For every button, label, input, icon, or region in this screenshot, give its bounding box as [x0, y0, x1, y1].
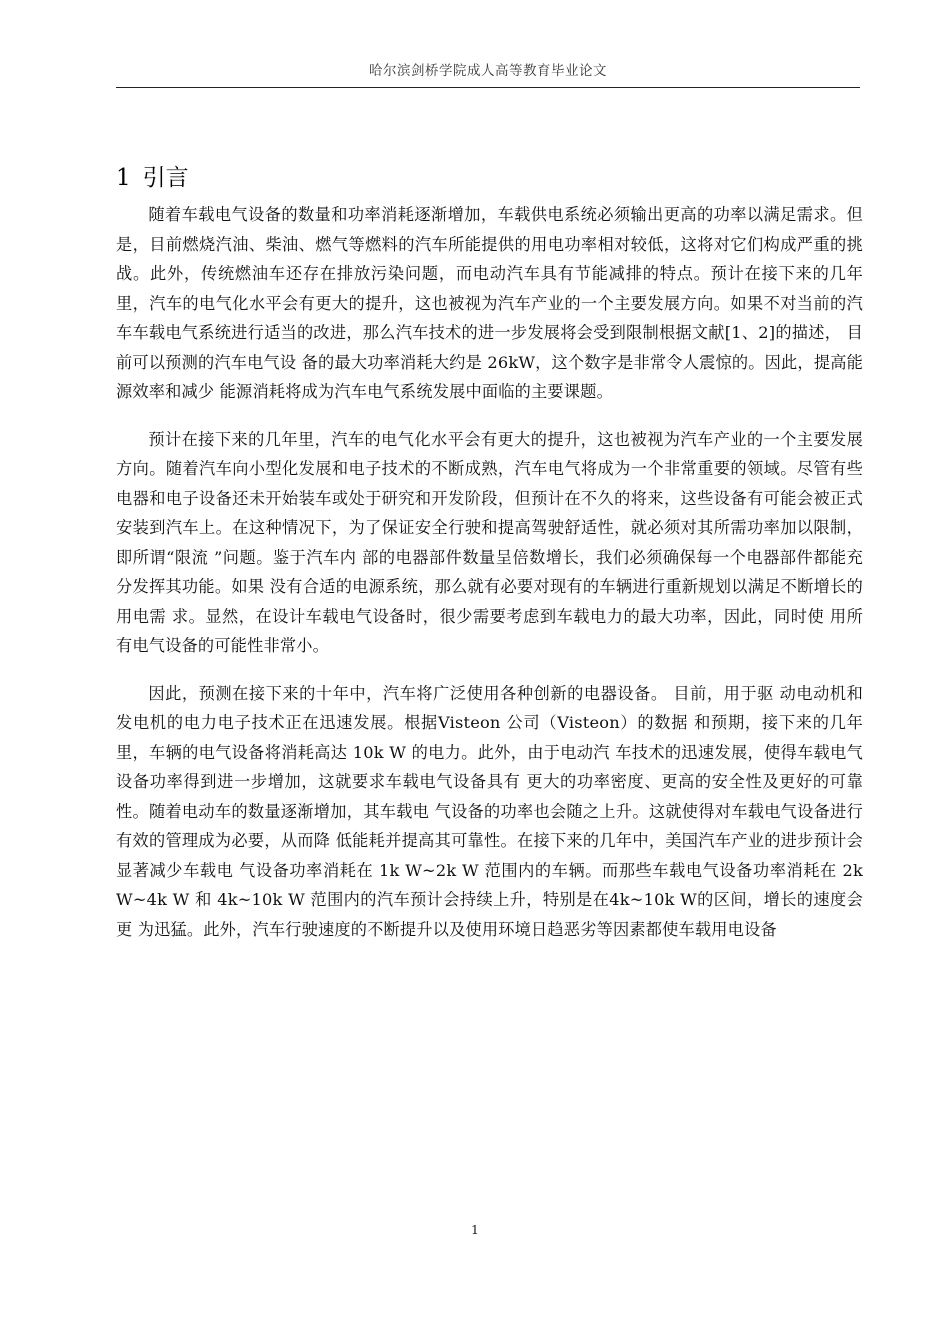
section-title-text: 引言: [142, 165, 189, 191]
section-number: 1: [116, 165, 131, 191]
section-heading: [116, 160, 863, 196]
running-header-title: 哈尔滨剑桥学院成人高等教育毕业论文: [369, 63, 607, 79]
paragraph-2: 预计在接下来的几年里，汽车的电气化水平会有更大的提升，这也被视为汽车产业的一个主要发展方向。随着汽车向小型化发展和电子技术的不断成熟，汽车电气将成为一个非常重要的领域。尽管有些电器和电子设备还未开始装车或处于研究和开发阶段，但预计在不久的将来，这些设备有可能会被正式安装到汽车上。在这种情况下，为了保证安全行驶和提高驾驶舒适性，就必须对其所需功率加以限制，即所谓“限流 ”问题。鉴于汽车内 部的电器部件数量呈倍数增长，我们必须确保每一个电器部件都能充分发挥其功能。如果 没有合适的电源系统，那么就有必要对现有的车辆进行重新规划以满足不断增长的用电需 求。显然，在设计车载电气设备时，很少需要考虑到车载电力的最大功率，因此，同时使 用所有电气设备的可能性非常小。: [116, 429, 863, 655]
paragraph-3: 因此，预测在接下来的十年中，汽车将广泛使用各种创新的电器设备。 目前，用于驱 动电动机和发电机的电力电子技术正在迅速发展。根据Visteon 公司（Visteon）的数据 和预期，接下来的几年里，车辆的电气设备将消耗高达 10k W 的电力。此外，由于电动汽 车技术的迅速发展，使得车载电气设备功率得到进一步增加，这就要求车载电气设备具有 更大的功率密度、更高的安全性及更好的可靠性。随着电动车的数量逐渐增加，其车载电 气设备的功率也会随之上升。这就使得对车载电气设备进行有效的管理成为必要，从而降 低能耗并提高其可靠性。在接下来的几年中，美国汽车产业的进步预计会显著减少车载电 气设备功率消耗在 1k W~2k W 范围内的车辆。而那些车载电气设备功率消耗在 2k W~4k W 和 4k~10k W 范围内的汽车预计会持续上升，特别是在4k~10k W的区间，增长的速度会更 为迅猛。此外，汽车行驶速度的不断提升以及使用环境日趋恶劣等因素都使车载用电设备: [116, 683, 863, 939]
paragraph-1: 随着车载电气设备的数量和功率消耗逐渐增加，车载供电系统必须输出更高的功率以满足需求。但是，目前燃烧汽油、柴油、燃气等燃料的汽车所能提供的用电功率相对较低，这将对它们构成严重的挑战。此外，传统燃油车还存在排放污染问题，而电动汽车具有节能减排的特点。预计在接下来的几年里，汽车的电气化水平会有更大的提升，这也被视为汽车产业的一个主要发展方向。如果不对当前的汽车车载电气系统进行适当的改进，那么汽车技术的进一步发展将会受到限制根据文献[1、2]的描述， 目前可以预测的汽车电气设 备的最大功率消耗大约是 26kW，这个数字是非常令人震惊的。因此，提高能源效率和减少 能源消耗将成为汽车电气系统发展中面临的主要课题。: [116, 205, 863, 401]
page-body: [116, 160, 863, 962]
running-header: [116, 62, 860, 88]
page-number: 1: [471, 1222, 479, 1237]
